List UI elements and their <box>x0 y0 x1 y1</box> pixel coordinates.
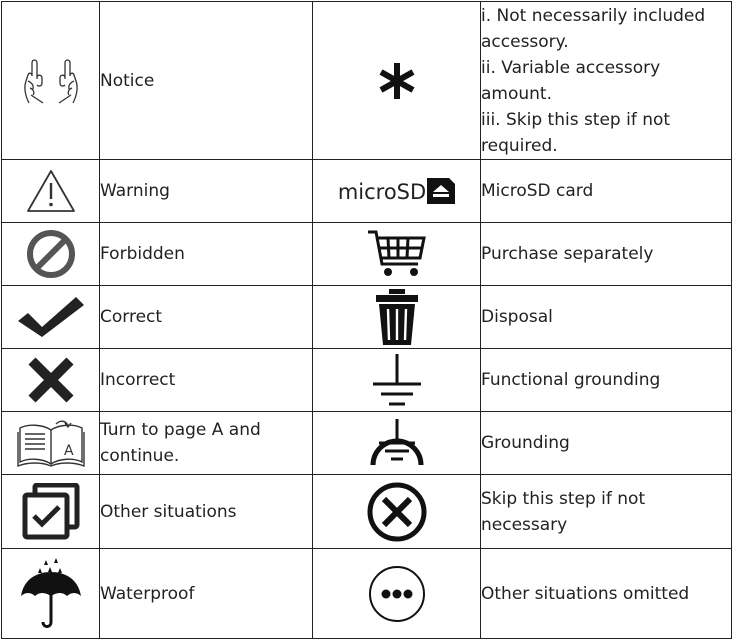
shopping-cart-icon <box>366 228 428 280</box>
cell-label <box>100 475 313 549</box>
cell-label <box>481 412 732 475</box>
microsd-logo-text: microSD <box>337 180 427 204</box>
table-row <box>2 549 732 639</box>
asterisk-icon <box>377 61 417 101</box>
table-row <box>2 223 732 286</box>
cell-label <box>100 223 313 286</box>
cell-icon <box>313 286 481 349</box>
grounding-label: Grounding <box>481 433 570 453</box>
functional-ground-icon <box>369 352 425 408</box>
cell-label <box>481 2 732 160</box>
table-row <box>2 2 732 160</box>
open-book-page-a-icon <box>16 418 86 468</box>
cell-icon <box>2 2 100 160</box>
circled-x-icon <box>366 481 428 543</box>
umbrella-rain-icon <box>18 556 84 632</box>
table-row <box>2 349 732 412</box>
correct-label: Correct <box>100 307 163 327</box>
cell-icon <box>2 160 100 223</box>
cell-icon <box>2 549 100 639</box>
cell-icon <box>2 286 100 349</box>
trash-bin-icon <box>373 288 421 346</box>
turn-to-page-label: Turn to page A and continue. <box>100 420 261 466</box>
symbol-legend-table <box>1 1 732 639</box>
cell-label <box>100 349 313 412</box>
cell-label <box>481 286 732 349</box>
cell-label <box>481 223 732 286</box>
other-situations-label: Other situations <box>100 501 237 522</box>
cell-icon <box>2 349 100 412</box>
cell-icon <box>2 475 100 549</box>
table-row <box>2 286 732 349</box>
incorrect-label: Incorrect <box>100 370 176 390</box>
cell-label <box>100 2 313 160</box>
forbidden-circle-icon <box>25 228 77 280</box>
microsd-label: MicroSD card <box>481 181 594 201</box>
page-a-letter: A <box>63 443 74 459</box>
cell-label <box>481 475 732 549</box>
forbidden-label: Forbidden <box>100 244 185 264</box>
cell-label <box>481 349 732 412</box>
cell-icon <box>2 412 100 475</box>
hands-fingers-raised-icon <box>21 55 81 107</box>
skip-step-label: Skip this step if not necessary <box>481 488 646 535</box>
checkmark-icon <box>16 295 86 339</box>
other-situations-omitted-label: Other situations omitted <box>481 583 690 604</box>
cell-icon <box>313 160 481 223</box>
cell-label <box>481 549 732 639</box>
sd-card-icon <box>427 178 455 204</box>
cell-icon <box>313 475 481 549</box>
cross-icon <box>26 355 76 405</box>
table-row <box>2 160 732 223</box>
warning-label: Warning <box>100 181 170 201</box>
microsd-icon <box>338 178 455 204</box>
warning-triangle-icon <box>25 168 77 214</box>
cell-icon <box>2 223 100 286</box>
disposal-label: Disposal <box>481 307 553 327</box>
circled-ellipsis-icon <box>367 564 427 624</box>
cell-label <box>481 160 732 223</box>
cell-label <box>100 549 313 639</box>
table-row <box>2 412 732 475</box>
cell-icon <box>313 2 481 160</box>
stacked-checkbox-icon <box>21 483 81 541</box>
protective-ground-icon <box>365 417 429 469</box>
table-row <box>2 475 732 549</box>
cell-label <box>100 160 313 223</box>
cell-icon <box>313 412 481 475</box>
cell-icon <box>313 349 481 412</box>
cell-icon <box>313 549 481 639</box>
cell-icon <box>313 223 481 286</box>
cell-label <box>100 286 313 349</box>
cell-label <box>100 412 313 475</box>
functional-grounding-label: Functional grounding <box>481 370 661 390</box>
purchase-separately-label: Purchase separately <box>481 244 654 264</box>
waterproof-label: Waterproof <box>100 583 195 604</box>
notice-description: i. Not necessarily included accessory. ii. Variable accessory amount. iii. Skip this step if not required. <box>481 5 706 156</box>
notice-label: Notice <box>100 70 155 91</box>
